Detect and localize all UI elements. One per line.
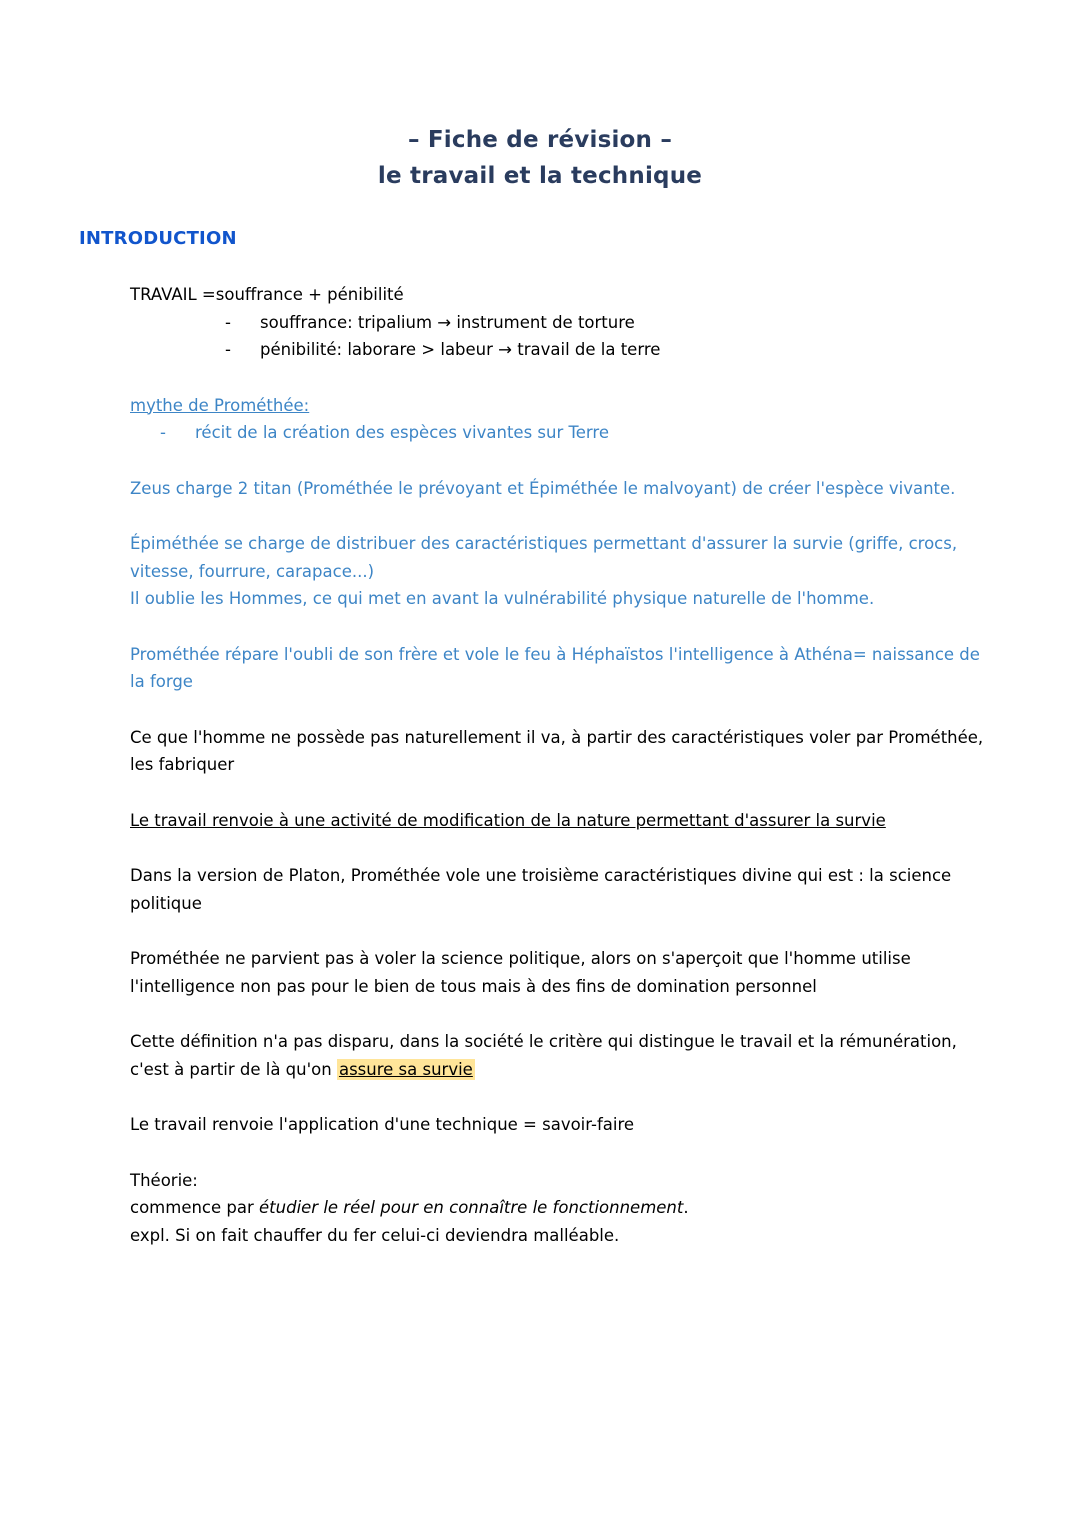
line-content — [130, 589, 874, 608]
bullet-dash-icon: - — [225, 340, 231, 359]
text-run: Zeus charge 2 titan (Prométhée le prévoyant et Épiméthée le malvoyant) de créer l'espèce vivante. — [130, 478, 956, 498]
text-line — [130, 807, 984, 835]
text-run: Théorie: — [130, 1170, 198, 1190]
text-run: étudier le réel pour en connaître le fonctionnement — [259, 1198, 684, 1217]
line-content — [260, 336, 660, 364]
travail-definition — [130, 281, 984, 364]
definition-travail-underline — [130, 807, 984, 835]
platon-paragraph — [130, 862, 984, 917]
text-line — [130, 1222, 984, 1250]
line-content — [260, 309, 635, 337]
fabrication-paragraph — [130, 724, 984, 779]
promethee-feu-paragraph — [130, 641, 984, 696]
line-content — [195, 419, 609, 447]
bullet-dash-icon: - — [225, 312, 231, 332]
text-run: souffrance: tripalium → instrument de torture — [260, 312, 635, 332]
text-run: Dans la version de Platon, Prométhée vole une troisième caractéristiques divine qui est : la science politique — [130, 866, 952, 913]
text-run: Il oublie les Hommes, ce qui met en avant la vulnérabilité physique naturelle de l'homme. — [130, 589, 875, 608]
text-run: Ce que l'homme ne possède pas naturellement il va, à partir des caractéristiques voler par Prométhée, les fabriquer — [130, 727, 984, 774]
line-content — [130, 645, 980, 692]
mythe-promethee — [130, 392, 984, 447]
line-content — [130, 1198, 689, 1217]
line-content — [130, 866, 951, 913]
line-content — [130, 1171, 198, 1190]
line-content — [130, 949, 911, 996]
text-line — [130, 641, 984, 696]
text-line — [130, 281, 984, 309]
text-run: Le travail renvoie l'application d'une technique = savoir-faire — [130, 1115, 635, 1134]
highlighted-text: assure sa survie — [338, 1059, 473, 1079]
text-line — [130, 945, 984, 1000]
line-content — [130, 1032, 957, 1080]
text-run: Le travail renvoie à une activité de modification de la nature permettant d'assurer la survie — [130, 810, 886, 830]
text-run: Cette définition n'a pas disparu, dans la société le critère qui distingue le travail et la rémunération, c'est à partir de là qu'on — [130, 1032, 957, 1079]
line-content — [130, 534, 957, 581]
title-line-1: – Fiche de révision – — [407, 127, 673, 153]
line-content — [130, 1226, 619, 1245]
text-line — [130, 1167, 984, 1195]
section-heading-introduction: INTRODUCTION — [79, 228, 237, 249]
text-line — [130, 1028, 984, 1083]
text-run: pénibilité: laborare > labeur → travail de la terre — [260, 340, 661, 359]
savoir-faire-paragraph — [130, 1111, 984, 1139]
line-content — [130, 811, 886, 830]
text-run: récit de la création des espèces vivantes sur Terre — [195, 423, 609, 442]
text-run: . — [683, 1198, 689, 1217]
text-line — [130, 862, 984, 917]
text-line — [130, 1111, 984, 1139]
line-content — [130, 1115, 634, 1134]
text-run: Prométhée répare l'oubli de son frère et vole le feu à Héphaïstos l'intelligence à Athéna= naissance de la forge — [130, 644, 980, 691]
line-content — [130, 396, 309, 415]
text-line — [130, 724, 984, 779]
bullet-item — [130, 309, 984, 337]
bullet-dash-icon: - — [160, 423, 166, 442]
text-line — [130, 530, 984, 585]
text-run: expl. Si on fait chauffer du fer celui-ci deviendra malléable. — [130, 1225, 620, 1245]
bullet-item — [130, 419, 984, 447]
theorie-paragraph — [130, 1167, 984, 1250]
text-line — [130, 392, 984, 420]
zeus-paragraph — [130, 475, 984, 503]
text-run: commence par — [130, 1198, 260, 1217]
document-body — [130, 281, 984, 1249]
title-line-2: le travail et la technique — [377, 163, 703, 189]
line-content — [130, 285, 404, 304]
science-politique-paragraph — [130, 945, 984, 1000]
line-content — [130, 728, 983, 775]
text-line — [130, 475, 984, 503]
text-run: Prométhée ne parvient pas à voler la science politique, alors on s'aperçoit que l'homme utilise l'intelligence non pas pour le bien de tous mais à des fins de domination personnel — [130, 949, 911, 996]
text-run: Épiméthée se charge de distribuer des caractéristiques permettant d'assurer la survie (griffe, crocs, vitesse, fourrure, carapace...) — [130, 534, 958, 581]
text-line — [130, 1194, 984, 1222]
document-title — [0, 122, 1080, 194]
line-content — [130, 479, 955, 498]
text-line — [130, 585, 984, 613]
text-run: TRAVAIL =souffrance + pénibilité — [130, 285, 404, 304]
epimethee-paragraph — [130, 530, 984, 613]
text-run: mythe de Prométhée: — [130, 395, 310, 415]
definition-survie-paragraph — [130, 1028, 984, 1083]
bullet-item — [130, 336, 984, 364]
